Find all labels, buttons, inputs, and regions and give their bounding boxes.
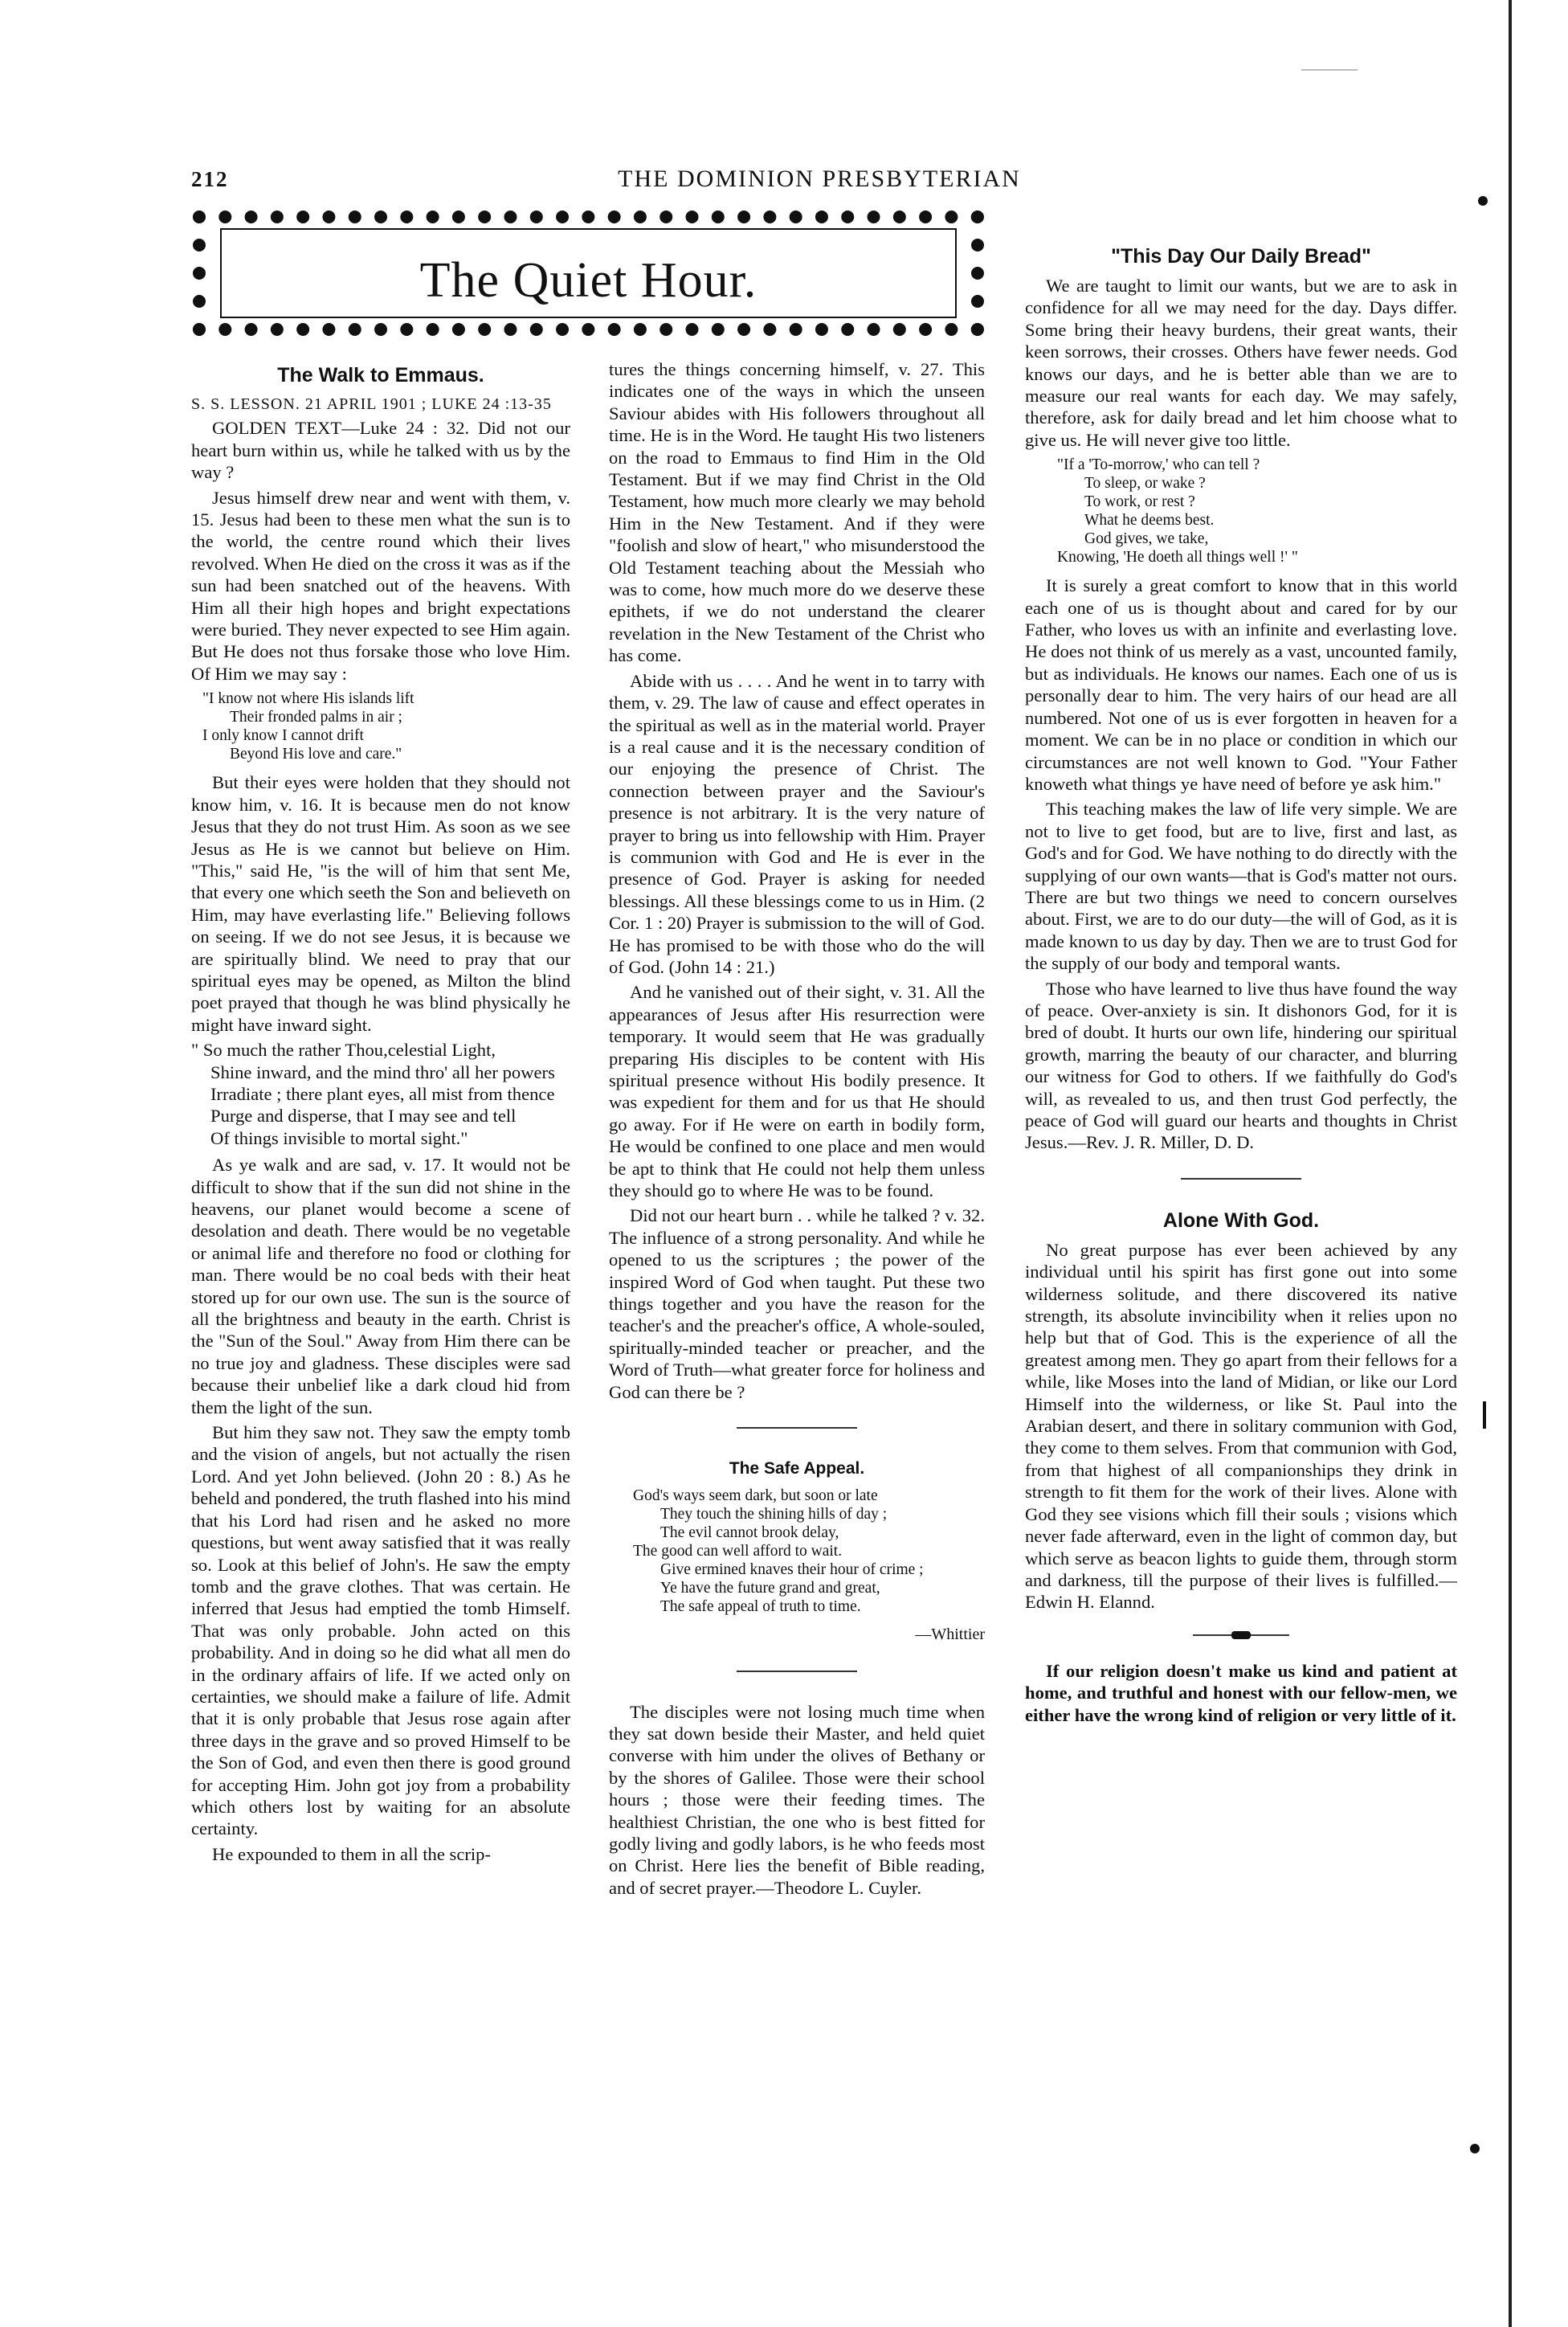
verse-line: Knowing, 'He doeth all things well !' " xyxy=(1057,549,1298,566)
paragraph: No great purpose has ever been achieved by any individual until his spirit has first gone out into some wilderness solitude, and there discovered its native strength, its absolute invincibility when it relies upon no help but that of God. This is the experience of all the greatest among men. They go apart from their fellows for a while, like Moses into the land of Midian, or like our Lord Himself into the wilderness, or like St. Paul into the Arabian desert, and there in solitary communion with God, they come to them selves. From that communion with God, from that highest of all companionships they drink in strength to fit them for the work of their lives. Alone with God they see visions which fill their souls ; visions which never fade afterward, even in the light of common day, but which serve as beacon lights to guide them, through storm and darkness, till the purpose of their lives is fulfilled.—Edwin H. Elannd. xyxy=(1025,1239,1457,1613)
paragraph: It is surely a great comfort to know that in this world each one of us is thought about and cared for by our Father, who loves us with an infinite and everlasting love. He does not think of us merely as a vast, uncounted family, but as individuals. He knows our names. Each one of us is personally dear to him. The very hairs of our head are all numbered. Not one of us is ever forgotten in heaven for a moment. We can be in no place or condition in which our circumstances are not well known to God. "Your Father knoweth what things ye have need of before ye ask him." xyxy=(1025,575,1457,794)
paragraph: We are taught to limit our wants, but we are to ask in confidence for all we may need for the day. Days differ. Some bring their heavy burdens, their great wants, their keen sorrows, their crosses. Others have fewer needs. God knows our days, and he is better able than we are to measure our real wants for each day. We may safely, therefore, ask for daily bread and let him choose what to give us. He will never give too little. xyxy=(1025,276,1457,450)
banner-title: The Quiet Hour. xyxy=(419,253,757,308)
paragraph: tures the things concerning himself, v. 27. This indicates one of the ways in which the unseen Saviour abides with His followers throughout all time. He is in the Word. He taught His two listeners on the road to Emmaus to find Him in the Old Testament. But if we may find Christ in the Old Testament, how much more clearly we may behold Him in the New Testament. And if they were "foolish and slow of heart," who misunderstood the Old Testament teaching about the Messiah who was to come, how much more do we deserve these epithets, if we do not understand the clearer revelation in the New Testament of the Christ who has come. xyxy=(609,359,985,666)
verse-line: I only know I cannot drift xyxy=(202,727,364,745)
paragraph: Jesus himself drew near and went with them, v. 15. Jesus had been to these men what the sun is to the world, the centre round which their lives revolved. When He died on the cross it was as if the sun had been snatched out of the heavens. With Him all their high hopes and bright expectations were buried. They never expected to see Him again. But He does not thus forsake those who love Him. Of Him we may say : xyxy=(191,487,570,684)
article-title-daily-bread: "This Day Our Daily Bread" xyxy=(1111,245,1371,268)
page-edge-shadow xyxy=(1509,0,1512,2327)
paragraph: The disciples were not losing much time when they sat down beside their Master, and held quiet converse with him under the olives of Bethany or by the shores of Galilee. Those were their school hours ; those were their feeding times. The healthiest Christian, the one who is best fitted for godly living and godly labors, is he who feeds most on Christ. Here lies the benefit of Bible reading, and of secret prayer.—Theodore L. Cuyler. xyxy=(609,1701,985,1898)
divider xyxy=(1181,1178,1301,1180)
verse-line: Beyond His love and care." xyxy=(230,746,402,763)
verse-block xyxy=(202,689,570,763)
verse-line: God's ways seem dark, but soon or late xyxy=(633,1487,878,1505)
verse-line: Give ermined knaves their hour of crime ; xyxy=(660,1561,924,1579)
corner-mark xyxy=(1301,69,1358,71)
verse-line: " So much the rather Thou,celestial Light, xyxy=(191,1040,496,1061)
divider xyxy=(737,1427,857,1429)
paragraph: But their eyes were holden that they should not know him, v. 16. It is because men do not know Jesus that they do not trust Him. As soon as we see Jesus as He is we cannot but believe on Him. "This," said He, "is the will of him that sent Me, that every one which seeth the Son and believeth on Him, may have everlasting life." Believing follows on seeing. If we do not see Jesus, it is because we are spiritually blind. We need to pray that our spiritual eyes may be opened, as Milton the blind poet prayed that though he was blind physically he might have inward sight. xyxy=(191,772,570,1035)
attribution: —Whittier xyxy=(915,1626,985,1644)
verse-line: Purge and disperse, that I may see and tell xyxy=(210,1106,517,1127)
verse-block xyxy=(1057,456,1457,566)
paragraph: This teaching makes the law of life very simple. We are not to live to get food, but are to live, first and last, as God's and for God. We have nothing to do directly with the supplying of our own wants—that is God's matter not ours. There are but two things we need to concern ourselves about. First, we are to do our duty—the will of God, as it is made known to us day by day. Then we are to trust God for the supply of our body and temporal wants. xyxy=(1025,799,1457,974)
lesson-reference: S. S. LESSON. 21 APRIL 1901 ; LUKE 24 :13-35 xyxy=(191,395,552,413)
verse-line: Shine inward, and the mind thro' all her powers xyxy=(210,1061,555,1082)
ink-dot xyxy=(1478,196,1488,206)
verse-block xyxy=(191,1039,570,1149)
paragraph: If our religion doesn't make us kind and patient at home, and truthful and honest with our fellow-men, we either have the wrong kind of religion or very little of it. xyxy=(1025,1660,1457,1725)
ink-dot xyxy=(1470,2144,1480,2153)
paragraph: And he vanished out of their sight, v. 31. All the appearances of Jesus after His resurrection were temporary. It would seem that He was gradually preparing His disciples to be content with His spiritual presence without His bodily presence. It was expedient for them and for us that He should go away. For if He were on earth in bodily form, He would be confined to one place and men would be apt to think that He could not help them unless they should go to where He was to be found. xyxy=(609,982,985,1201)
paragraph: As ye walk and are sad, v. 17. It would not be difficult to show that if the sun did not shine in the heavens, our planet would become a scene of desolation and death. There would be no vegetable or animal life and therefore no food or clothing for man. There would be no coal beds with their heat stored up for our own use. The sun is the source of all the brightness and beauty in the earth. Christ is the "Sun of the Soul." Away from Him there can be no true joy and gladness. These disciples were sad because their unbelief like a dark cloud hid from them the light of the sun. xyxy=(191,1155,570,1417)
paragraph: Those who have learned to live thus have found the way of peace. Over-anxiety is sin. It dishonors God, for it is bred of doubt. It hurts our own life, hindering our spiritual growth, marring the beauty of our character, and blurring our witness for God to others. If we faithfully do God's will, as revealed to us, and then trust God perfectly, the peace of God will guard our hearts and thoughts in Christ Jesus.—Rev. J. R. Miller, D. D. xyxy=(1025,978,1457,1153)
article-title-alone-with-god: Alone With God. xyxy=(1162,1208,1320,1232)
column-1 xyxy=(191,363,570,1868)
column-2 xyxy=(609,358,985,1902)
verse-line: Irradiate ; there plant eyes, all mist from thence xyxy=(210,1083,555,1104)
verse-line: To sleep, or wake ? xyxy=(1084,475,1206,493)
paragraph: Abide with us . . . . And he went in to tarry with them, v. 29. The law of cause and effect operates in the spiritual as well as in the material world. Prayer is a real cause and it is the necessary condition of our enjoying the presence of Christ. The connection between prayer and the Saviour's presence is not arbitrary. It is the very nature of prayer to bring us into fellowship with Him. Prayer is communion with God and He is ever in the presence of God. Prayer is asking for needed blessings. All these blessings come to us in Him. (2 Cor. 1 : 20) Prayer is submission to the will of God. He has promised to be with those who do the will of God. (John 14 : 21.) xyxy=(609,670,985,977)
paragraph: He expounded to them in all the scrip- xyxy=(212,1843,491,1864)
margin-mark xyxy=(1483,1401,1486,1429)
article-title-walk-to-emmaus: The Walk to Emmaus. xyxy=(277,364,484,386)
verse-line: "I know not where His islands lift xyxy=(202,690,414,708)
verse-line: Ye have the future grand and great, xyxy=(660,1580,880,1597)
verse-line: God gives, we take, xyxy=(1084,530,1209,548)
verse-line: What he deems best. xyxy=(1084,512,1215,530)
closing-note xyxy=(1025,1660,1457,1726)
verse-line: The good can well afford to wait. xyxy=(633,1543,843,1560)
running-head: THE DOMINION PRESBYTERIAN xyxy=(618,166,1021,192)
column-3 xyxy=(1025,244,1457,1729)
verse-line: They touch the shining hills of day ; xyxy=(660,1506,888,1523)
paragraph: But him they saw not. They saw the empty tomb and the vision of angels, but not actually the risen Lord. And yet John believed. (John 20 : 8.) As he beheld and pondered, the truth flashed into his mind that his Lord had risen and he asked no more questions, but went away satisfied that it was really so. Look at this belief of John's. He saw the empty tomb and the grave clothes. That was certain. He inferred that Jesus had emptied the tomb Himself. That was only probable. John acted on this probability. And in doing so he did what all men do in the ordinary affairs of life. If we acted only on certainties, we should make a failure of life. Admit that it is only probable that Jesus rose again after three days in the grave and so proved Himself to be the Son of God, and even then there is good ground for accepting Him. John got joy from a probability which others lost by waiting for an absolute certainty. xyxy=(191,1422,570,1839)
verse-line: Of things invisible to mortal sight." xyxy=(210,1127,468,1148)
verse-line: The safe appeal of truth to time. xyxy=(660,1598,861,1616)
ornamental-divider xyxy=(1193,1634,1289,1636)
divider xyxy=(737,1671,857,1672)
article-title-safe-appeal: The Safe Appeal. xyxy=(729,1459,865,1478)
section-banner xyxy=(193,211,984,336)
verse-line: Their fronded palms in air ; xyxy=(230,709,402,726)
verse-line: To work, or rest ? xyxy=(1084,493,1195,511)
page-number: 212 xyxy=(191,167,229,191)
verse-line: The evil cannot brook delay, xyxy=(660,1524,839,1542)
golden-text: GOLDEN TEXT—Luke 24 : 32. Did not our heart burn within us, while he talked with us by the way ? xyxy=(191,418,570,483)
ornament xyxy=(1231,1631,1251,1639)
paragraph: Did not our heart burn . . while he talked ? v. 32. The influence of a strong personality. And while he opened to us the scriptures ; the power of the inspired Word of God when taught. Put these two things together and you have the reason for the teacher's and the preacher's office, A whole-souled, spiritually-minded teacher or preacher, and the Word of Truth—what greater force for holiness and God can there be ? xyxy=(609,1205,985,1402)
verse-line: "If a 'To-morrow,' who can tell ? xyxy=(1057,456,1260,474)
verse-block xyxy=(633,1487,985,1616)
